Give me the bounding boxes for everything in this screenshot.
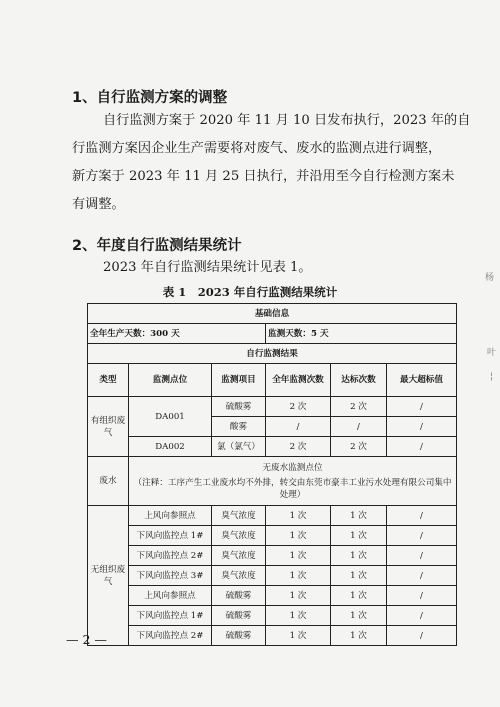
header-point: 监测点位 [129, 364, 212, 397]
cell-pass: 1 次 [331, 506, 387, 526]
cell-item: 硫酸雾 [212, 586, 266, 606]
cell-pass: 1 次 [331, 566, 387, 586]
cell-point: DA001 [129, 397, 212, 437]
section-1-line-1: 自行监测方案于 2020 年 11 月 10 日发布执行，2023 年的自 [103, 113, 471, 128]
margin-mark-3: ¦ [490, 372, 494, 382]
type-organized: 有组织废气 [88, 397, 129, 457]
cell-count: 1 次 [266, 526, 331, 546]
cell-count: / [266, 417, 331, 437]
header-type: 类型 [88, 364, 129, 397]
margin-mark-2: 叶 [487, 348, 497, 358]
basic-info-title: 基础信息 [88, 304, 457, 324]
monitoring-days: 监测天数：5 天 [266, 324, 457, 344]
header-item: 监测项目 [212, 364, 266, 397]
cell-item: 硫酸雾 [212, 606, 266, 626]
cell-item: 硫酸雾 [212, 397, 266, 417]
cell-max: / [387, 626, 457, 646]
cell-point: 下风向监控点 2# [129, 546, 212, 566]
table-row [88, 344, 457, 364]
table-row [88, 586, 457, 606]
cell-pass: 1 次 [331, 586, 387, 606]
section-2-heading: 2、年度自行监测结果统计 [72, 238, 242, 254]
cell-max: / [387, 526, 457, 546]
cell-max: / [387, 437, 457, 457]
cell-point: 上风向参照点 [129, 506, 212, 526]
table-row [88, 324, 457, 344]
cell-pass: / [331, 417, 387, 437]
cell-max: / [387, 417, 457, 437]
header-max-exceed: 最大超标值 [387, 364, 457, 397]
cell-point: 下风向监控点 1# [129, 526, 212, 546]
cell-pass: 1 次 [331, 606, 387, 626]
waste-water-note [129, 457, 457, 506]
cell-count: 1 次 [266, 546, 331, 566]
cell-count: 1 次 [266, 586, 331, 606]
table-row [88, 437, 457, 457]
cell-pass: 1 次 [331, 626, 387, 646]
cell-max: / [387, 606, 457, 626]
table-row [88, 546, 457, 566]
header-pass-count: 达标次数 [331, 364, 387, 397]
cell-item: 臭气浓度 [212, 566, 266, 586]
annual-production-days: 全年生产天数：300 天 [88, 324, 266, 344]
section-1-line-4: 有调整。 [72, 197, 125, 212]
section-2-line-1: 2023 年自行监测结果统计见表 1。 [103, 260, 312, 275]
page-number: — 2 — [66, 632, 107, 647]
table-row [88, 397, 457, 417]
cell-point: DA002 [129, 437, 212, 457]
cell-max: / [387, 566, 457, 586]
section-1-line-3: 新方案于 2023 年 11 月 25 日执行，并沿用至今自行检测方案未 [72, 169, 455, 184]
table-row [88, 606, 457, 626]
cell-count: 1 次 [266, 606, 331, 626]
section-1-heading: 1、自行监测方案的调整 [72, 90, 228, 106]
cell-pass: 2 次 [331, 397, 387, 417]
cell-max: / [387, 546, 457, 566]
table-row [88, 566, 457, 586]
table-row [88, 506, 457, 526]
cell-count: 1 次 [266, 626, 331, 646]
cell-count: 2 次 [266, 437, 331, 457]
table-row [88, 626, 457, 646]
cell-point: 下风向监控点 1# [129, 606, 212, 626]
table-caption: 表 1 2023 年自行监测结果统计 [162, 285, 338, 299]
table-header-row [88, 364, 457, 397]
cell-item: 臭气浓度 [212, 546, 266, 566]
cell-item: 硫酸雾 [212, 626, 266, 646]
cell-item: 臭气浓度 [212, 526, 266, 546]
cell-pass: 2 次 [331, 437, 387, 457]
table-row [88, 304, 457, 324]
waste-water-note-line-2: （注释：工序产生工业废水均不外排，转交由东莞市豪丰工业污水处理有限公司集中处理） [133, 477, 452, 500]
cell-point: 上风向参照点 [129, 586, 212, 606]
cell-pass: 1 次 [331, 546, 387, 566]
cell-item: 臭气浓度 [212, 506, 266, 526]
cell-item: 氯（氯气） [212, 437, 266, 457]
margin-mark-1: 杨 [485, 273, 495, 283]
cell-point: 下风向监控点 2# [129, 626, 212, 646]
section-1-line-2: 行监测方案因企业生产需要将对废气、废水的监测点进行调整， [72, 141, 442, 156]
results-table [87, 303, 457, 646]
cell-count: 2 次 [266, 397, 331, 417]
table-row [88, 457, 457, 506]
waste-water-note-line-1: 无废水监测点位 [262, 462, 323, 473]
type-unorganized: 无组织废气 [88, 506, 129, 646]
cell-count: 1 次 [266, 506, 331, 526]
cell-max: / [387, 586, 457, 606]
cell-point: 下风向监控点 3# [129, 566, 212, 586]
cell-max: / [387, 506, 457, 526]
cell-pass: 1 次 [331, 526, 387, 546]
cell-max: / [387, 397, 457, 417]
cell-item: 酸雾 [212, 417, 266, 437]
cell-count: 1 次 [266, 566, 331, 586]
results-title: 自行监测结果 [88, 344, 457, 364]
table-row [88, 526, 457, 546]
type-waste-water: 废水 [88, 457, 129, 506]
header-annual-count: 全年监测次数 [266, 364, 331, 397]
